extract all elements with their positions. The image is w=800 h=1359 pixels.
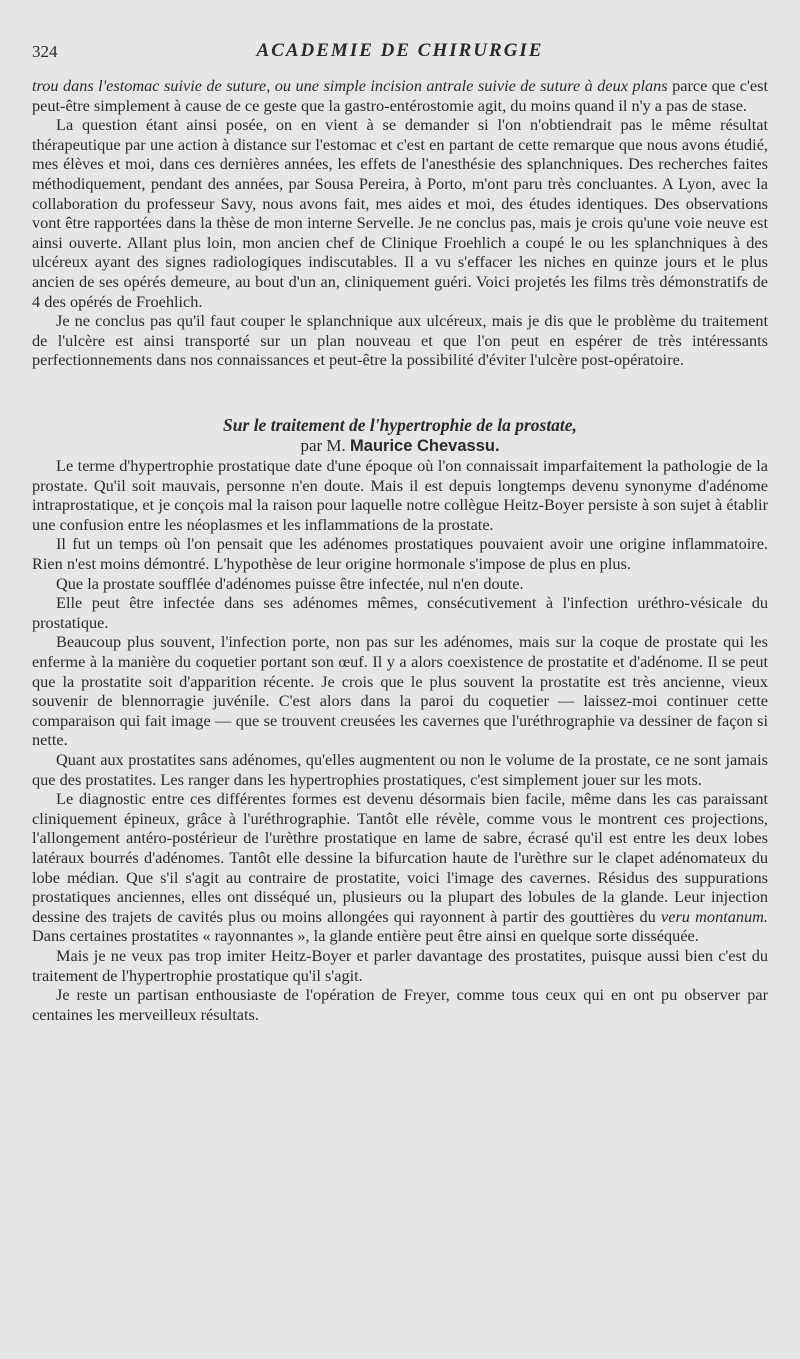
continuation-paragraph-2: La question étant ainsi posée, on en vient à se demander si l'on n'obtiendrait pas le même résultat thérapeutique par une action à distance sur l'estomac et c'est en partant de cette remarque que nous avons étudié, mes élèves et moi, dans ces dernières années, les effets de l'anesthésie des splanchniques. Des recherches faites méthodiquement, pendant des années, par Sousa Pereira, à Porto, m'ont paru très concluantes. A Lyon, avec la collaboration du professeur Savy, nous avons fait, mes aides et moi, des études identiques. Des observations vont être rapportées dans la thèse de mon interne Servelle. Je ne conclus pas, mais je crois qu'une voie neuve est ainsi ouverte. Allant plus loin, mon ancien chef de Clinique Froehlich a coupé le ou les splanchniques à des ulcéreux ayant des signes radiologiques indiscutables. Il a vu s'effacer les niches en quinze jours et le plus ancien de ses opérés demeure, au bout d'un an, cliniquement guéri. Voici projetés les films très démonstratifs de 4 des opérés de Froehlich. [32, 115, 768, 311]
body-text [32, 76, 768, 1024]
article-title: Sur le traitement de l'hypertrophie de la prostate, [223, 414, 577, 435]
article-paragraph: Que la prostate soufflée d'adénomes puisse être infectée, nul n'en doute. [56, 573, 524, 593]
text-fragment: Dans certaines prostatites « rayonnantes », la glande entière peut être ainsi en quelque sorte disséquée. [32, 926, 699, 946]
author-name: Maurice Chevassu. [350, 436, 500, 455]
text-fragment: parce que c'est peut-être simplement à cause de ce geste que la gastro-entérostomie agit, du moins quand il n'y a pas de stase. [32, 76, 768, 115]
article-paragraph: Le terme d'hypertrophie prostatique date d'une époque où l'on connaissait imparfaitement la pathologie de la prostate. Qu'il soit mauvais, personne n'en doute. Mais il est depuis longtemps devenu synonyme d'adénome intraprostatique, et je conçois mal la raison pour laquelle notre collègue Heitz-Boyer persiste à son sujet à établir une confusion entre les néoplasmes et les inflammations de la prostate. [32, 456, 768, 534]
article-paragraph: Il fut un temps où l'on pensait que les adénomes prostatiques pouvaient avoir une origine inflammatoire. Rien n'est moins démontré. L'hypothèse de leur origine hormonale s'impose de plus en plus. [32, 534, 768, 574]
article-paragraph: Quant aux prostatites sans adénomes, qu'elles augmentent ou non le volume de la prostate, ce ne sont jamais que des prostatites. Les ranger dans les hypertrophies prostatiques, c'est simplement jouer sur les mots. [32, 750, 768, 789]
article-paragraph: Mais je ne veux pas trop imiter Heitz-Boyer et parler davantage des prostatites, puisque aussi bien c'est du traitement de l'hypertrophie prostatique qu'il s'agit. [32, 945, 768, 985]
article-byline [32, 436, 768, 457]
article-paragraph: Je reste un partisan enthousiaste de l'opération de Freyer, comme tous ceux qui en ont pu observer par centaines les merveilleux résultats. [32, 985, 768, 1024]
running-title: ACADEMIE DE CHIRURGIE [256, 40, 544, 61]
continuation-paragraph-1 [32, 76, 768, 115]
byline-prefix: par M. [300, 435, 351, 455]
article-paragraph: Beaucoup plus souvent, l'infection porte, non pas sur les adénomes, mais sur la coque de prostate qui les enferme à la manière du coquetier portant son œuf. Il y a alors coexistence de prostatite et d'adénome. Il se peut que la prostatite soit d'apparition récente. Je crois que le plus souvent la prostatite est très ancienne, vieux souvenir de blennorragie juvénile. C'est alors dans la paroi du coquetier — laissez-moi continuer cette comparaison qui fait image — que se trouvent creusées les cavernes que l'uréthrographie va dessiner de façon si nette. [32, 632, 768, 750]
italic-fragment: trou dans l'estomac suivie de suture, ou une simple incision antrale suivie de suture à deux plans [32, 76, 668, 95]
page-header [32, 40, 768, 68]
continuation-paragraph-3: Je ne conclus pas qu'il faut couper le splanchnique aux ulcéreux, mais je dis que le problème du traitement de l'ulcère est ainsi transporté sur un plan nouveau et que l'on peut en espérer de très intéressants perfectionnements dans nos connaissances et peut-être la possibilité d'éviter l'ulcère post-opératoire. [32, 311, 768, 370]
article-paragraph: Elle peut être infectée dans ses adénomes mêmes, consécutivement à l'infection uréthro-vésicale du prostatique. [32, 593, 768, 632]
italic-fragment: veru montanum. [661, 906, 768, 926]
text-fragment: Le diagnostic entre ces différentes formes est devenu désormais bien facile, même dans les cas paraissant cliniquement épineux, grâce à l'uréthrographie. Tantôt elle révèle, comme vous le montrent ces projections, l'allongement antéro-postérieur de l'urèthre prostatique en lame de sabre, écrasé qu'il est entre les deux lobes latéraux bourrés d'adénomes. Tantôt elle dessine la bifurcation haute de l'urèthre sur le clapet adénomateux du lobe médian. Que s'il s'agit au contraire de prostatite, voici l'image des cavernes. Résidus des suppurations prostatiques anciennes, elles ont disséqué un, plusieurs ou la plupart des lobules de la glande. Leur injection dessine des trajets de cavités plus ou moins allongées qui rayonnent à partir des gouttières du [32, 789, 768, 926]
section-divider [32, 370, 768, 416]
page-number: 324 [32, 42, 58, 61]
article-paragraph-diagnostic [32, 789, 768, 946]
